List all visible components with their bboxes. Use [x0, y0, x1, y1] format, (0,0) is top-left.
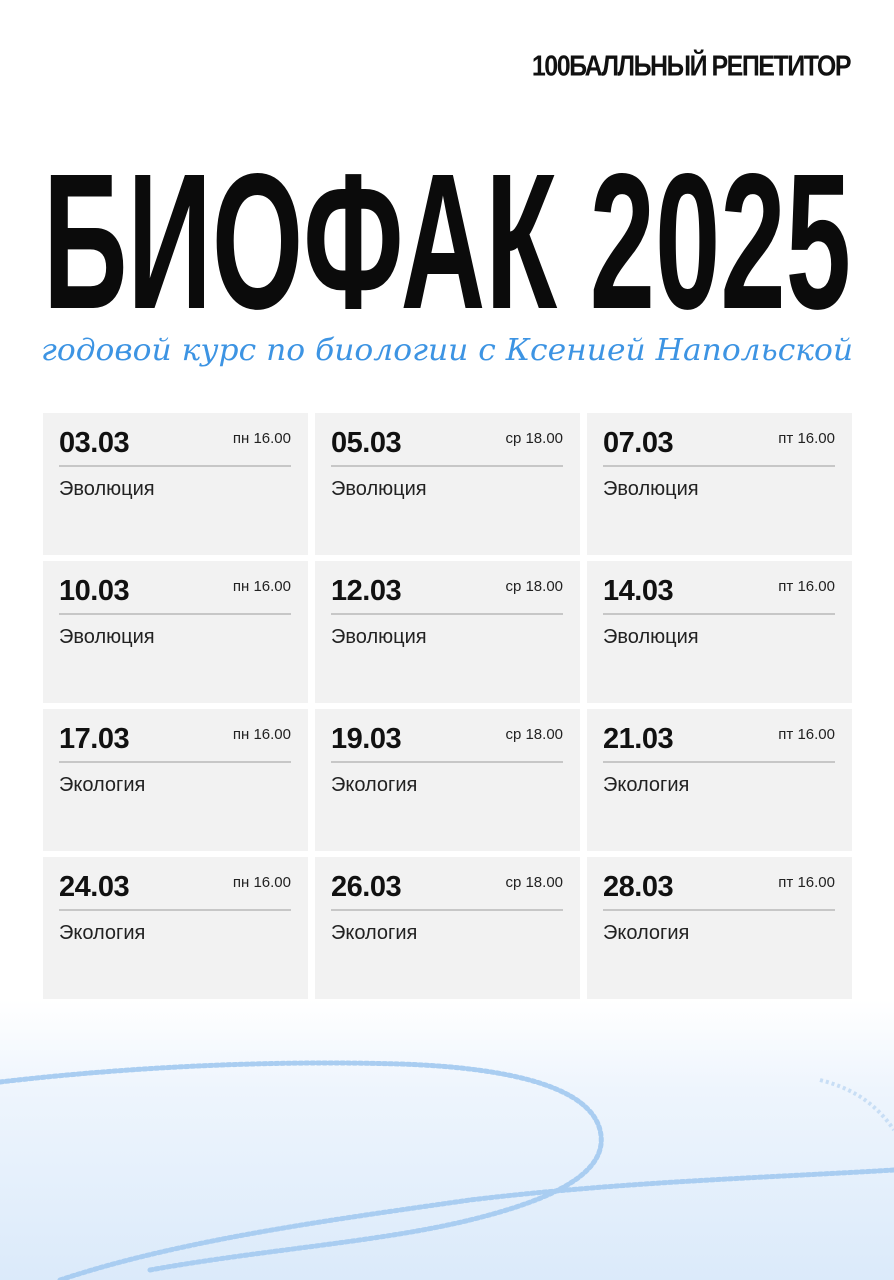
lesson-card: [43, 709, 308, 851]
lesson-card-header: [331, 723, 563, 763]
lesson-topic: Экология: [331, 774, 418, 796]
lesson-card-header: [603, 427, 835, 467]
lesson-date: 26.03: [331, 871, 402, 903]
lesson-card: [43, 857, 308, 999]
lesson-topic: Экология: [331, 922, 418, 944]
lesson-card-header: [603, 575, 835, 615]
page-title-text: БИОФАК 2025: [43, 132, 851, 312]
lesson-date: 28.03: [603, 871, 674, 903]
brand-logo: 100БАЛЛЬНЫЙ РЕПЕТИТОР: [531, 50, 850, 83]
lesson-topic: Экология: [59, 774, 146, 796]
page-title: [42, 112, 852, 312]
lesson-date: 21.03: [603, 723, 674, 755]
lesson-topic: Экология: [603, 774, 690, 796]
lesson-time: ср 18.00: [505, 578, 563, 595]
lesson-card-header: [59, 575, 291, 615]
lesson-card: [315, 561, 580, 703]
lesson-time: пн 16.00: [232, 578, 291, 595]
subtitle-text: годовой курс по биологии с Ксенией Напольской: [41, 333, 853, 368]
lesson-topic: Эволюция: [331, 626, 427, 648]
schedule-grid: [43, 413, 852, 999]
lesson-card-header: [331, 871, 563, 911]
lesson-time: ср 18.00: [505, 874, 563, 891]
lesson-card-header: [59, 723, 291, 763]
lesson-time: пн 16.00: [232, 726, 291, 743]
lesson-card-header: [603, 871, 835, 911]
lesson-time: пт 16.00: [778, 430, 835, 447]
lesson-card: [43, 413, 308, 555]
lesson-card: [315, 857, 580, 999]
lesson-date: 03.03: [59, 427, 130, 459]
lesson-card-header: [59, 427, 291, 467]
lesson-date: 07.03: [603, 427, 674, 459]
lesson-time: пн 16.00: [232, 430, 291, 447]
lesson-time: ср 18.00: [505, 726, 563, 743]
lesson-date: 05.03: [331, 427, 402, 459]
lesson-card-header: [603, 723, 835, 763]
lesson-card: [587, 857, 852, 999]
lesson-time: пт 16.00: [778, 578, 835, 595]
lesson-topic: Эволюция: [331, 478, 427, 500]
lesson-card: [587, 561, 852, 703]
lesson-card: [43, 561, 308, 703]
lesson-topic: Эволюция: [59, 626, 155, 648]
lesson-topic: Эволюция: [603, 478, 699, 500]
lesson-date: 17.03: [59, 723, 130, 755]
lesson-card-header: [59, 871, 291, 911]
lesson-topic: Экология: [59, 922, 146, 944]
lesson-time: пт 16.00: [778, 874, 835, 891]
lesson-card: [587, 709, 852, 851]
lesson-topic: Эволюция: [59, 478, 155, 500]
lesson-topic: Экология: [603, 922, 690, 944]
wave-decoration: [0, 1020, 894, 1280]
lesson-date: 12.03: [331, 575, 402, 607]
lesson-date: 14.03: [603, 575, 674, 607]
lesson-date: 19.03: [331, 723, 402, 755]
subtitle: [40, 325, 854, 380]
lesson-date: 10.03: [59, 575, 130, 607]
lesson-time: ср 18.00: [505, 430, 563, 447]
lesson-card: [587, 413, 852, 555]
lesson-card: [315, 413, 580, 555]
lesson-card-header: [331, 427, 563, 467]
lesson-time: пн 16.00: [232, 874, 291, 891]
lesson-date: 24.03: [59, 871, 130, 903]
lesson-topic: Эволюция: [603, 626, 699, 648]
lesson-card-header: [331, 575, 563, 615]
lesson-card: [315, 709, 580, 851]
lesson-time: пт 16.00: [778, 726, 835, 743]
